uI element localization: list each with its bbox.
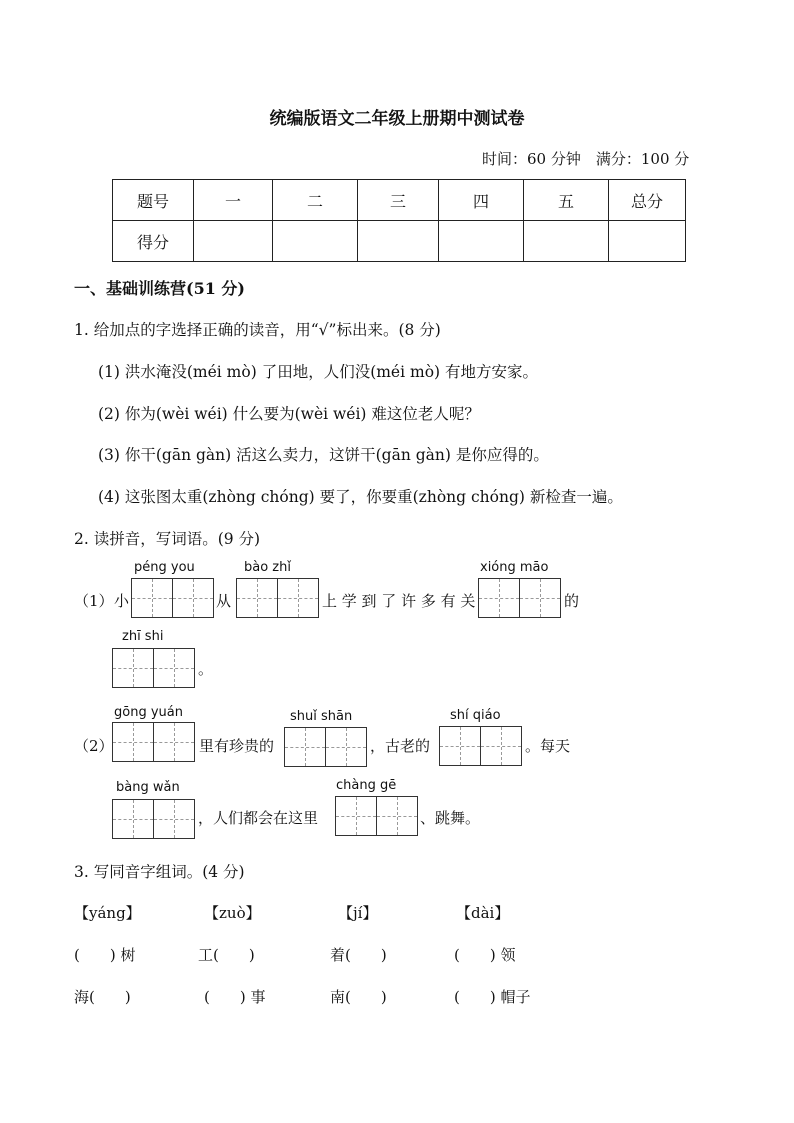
question-3-stem: 3. 写同音字组词。(4 分) — [74, 863, 245, 881]
sentence-text: 从 — [216, 592, 232, 610]
sentence-text: 里有珍贵的 — [199, 737, 275, 755]
score-input-cell[interactable] — [273, 221, 358, 262]
score-table — [112, 179, 686, 262]
score-input-cell[interactable] — [439, 221, 524, 262]
sentence-text: 上 学 到 了 许 多 有 关 — [322, 592, 476, 610]
score-input-cell[interactable] — [358, 221, 439, 262]
score-table-score-row — [113, 221, 686, 262]
score-table-header-row — [113, 180, 686, 221]
sentence-number: （1） — [74, 592, 114, 610]
writing-box[interactable] — [236, 578, 319, 618]
table-cell: 得分 — [113, 221, 194, 262]
fill-blank[interactable]: ( ) 帽子 — [454, 988, 531, 1006]
fill-blank[interactable]: 南( ) — [330, 988, 387, 1006]
table-cell: 三 — [358, 180, 439, 221]
sentence-number: （2） — [74, 737, 114, 755]
score-input-cell[interactable] — [194, 221, 273, 262]
fill-blank[interactable]: ( ) 树 — [74, 946, 136, 964]
table-cell: 二 — [273, 180, 358, 221]
pinyin-label: péng you — [134, 560, 195, 575]
sentence-text: 小 — [114, 592, 130, 610]
score-input-cell[interactable] — [524, 221, 609, 262]
fill-blank[interactable]: 海( ) — [74, 988, 131, 1006]
fill-blank[interactable]: ( ) 事 — [204, 988, 266, 1006]
sentence-text: 的 — [564, 592, 580, 610]
table-cell: 题号 — [113, 180, 194, 221]
writing-box[interactable] — [112, 799, 195, 839]
writing-box[interactable] — [284, 727, 367, 767]
sentence-text: ，古老的 — [370, 737, 431, 755]
writing-box[interactable] — [112, 648, 195, 688]
writing-box[interactable] — [335, 796, 418, 836]
question-2-stem: 2. 读拼音，写词语。(9 分) — [74, 530, 261, 548]
sentence-text: 、跳舞。 — [420, 809, 481, 827]
pinyin-label: shí qiáo — [450, 708, 501, 723]
fill-blank[interactable]: 工( ) — [198, 946, 255, 964]
pinyin-heading: 【dài】 — [456, 904, 510, 922]
writing-box[interactable] — [131, 578, 214, 618]
sentence-text: 。每天 — [525, 737, 571, 755]
question-1-item: (2) 你为(wèi wéi) 什么要为(wèi wéi) 难这位老人呢？ — [98, 405, 480, 423]
table-cell: 五 — [524, 180, 609, 221]
pinyin-heading: 【zuò】 — [204, 904, 261, 922]
sentence-text: 。 — [198, 660, 214, 678]
writing-box[interactable] — [112, 722, 195, 762]
score-input-cell[interactable] — [609, 221, 686, 262]
pinyin-heading: 【jí】 — [338, 904, 378, 922]
writing-box[interactable] — [439, 726, 522, 766]
pinyin-label: gōng yuán — [114, 705, 183, 720]
pinyin-label: bào zhǐ — [244, 560, 291, 575]
section-heading: 一、基础训练营(51 分) — [74, 279, 245, 298]
table-cell: 总分 — [609, 180, 686, 221]
time-info: 时间：60 分钟 满分：100 分 — [482, 150, 690, 168]
pinyin-label: xióng māo — [480, 560, 549, 575]
question-1-item: (1) 洪水淹没(méi mò) 了田地，人们没(méi mò) 有地方安家。 — [98, 363, 538, 381]
question-1-stem: 1. 给加点的字选择正确的读音，用“√”标出来。(8 分) — [74, 321, 441, 339]
pinyin-label: shuǐ shān — [290, 709, 353, 724]
fill-blank[interactable]: 着( ) — [330, 946, 387, 964]
table-cell: 一 — [194, 180, 273, 221]
fill-blank[interactable]: ( ) 领 — [454, 946, 516, 964]
writing-box[interactable] — [478, 578, 561, 618]
pinyin-label: chàng gē — [336, 778, 397, 793]
pinyin-label: bàng wǎn — [116, 780, 180, 795]
pinyin-label: zhī shi — [122, 629, 164, 644]
question-1-item: (3) 你干(gān gàn) 活这么卖力，这饼干(gān gàn) 是你应得的。 — [98, 446, 549, 464]
table-cell: 四 — [439, 180, 524, 221]
sentence-text: ，人们都会在这里 — [198, 809, 319, 827]
pinyin-heading: 【yáng】 — [74, 904, 141, 922]
question-1-item: (4) 这张图太重(zhòng chóng) 要了，你要重(zhòng chóng) 新检查一遍。 — [98, 488, 623, 506]
page-title: 统编版语文二年级上册期中测试卷 — [269, 109, 525, 129]
